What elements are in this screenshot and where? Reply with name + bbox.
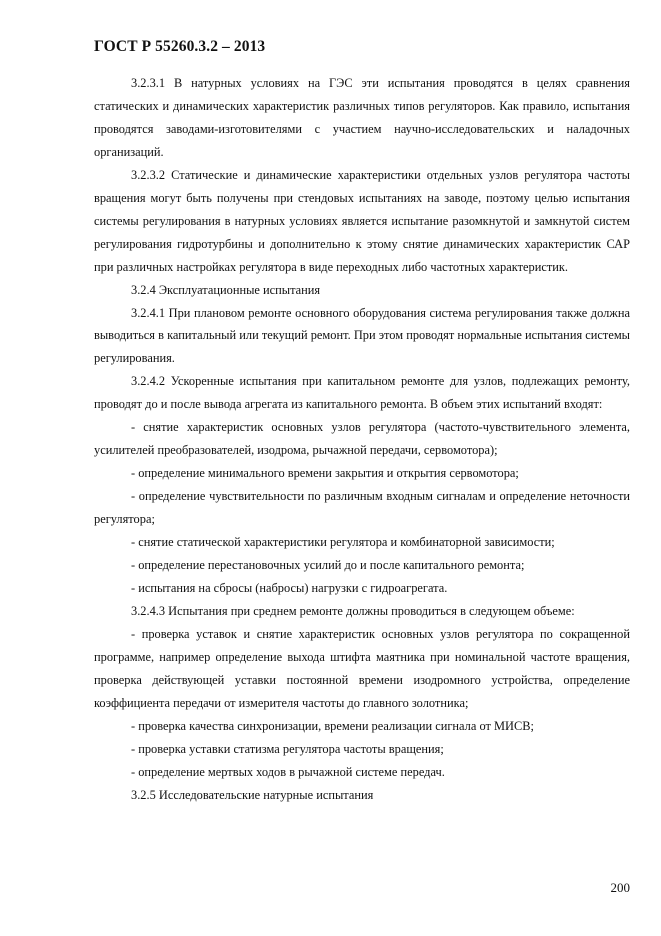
paragraph-3-2-4-3: 3.2.4.3 Испытания при среднем ремонте должны проводиться в следующем объеме: bbox=[131, 603, 575, 618]
standard-header: ГОСТ Р 55260.3.2 – 2013 bbox=[94, 38, 266, 55]
section-heading-3-2-4: 3.2.4 Эксплуатационные испытания bbox=[131, 282, 321, 297]
list-item: - определение минимального времени закрытия и открытия сервомотора; bbox=[131, 466, 519, 481]
list-item: - определение перестановочных усилий до и после капитального ремонта; bbox=[131, 558, 525, 573]
section-heading-3-2-5: 3.2.5 Исследовательские натурные испытания bbox=[131, 787, 374, 802]
document-body bbox=[94, 72, 630, 807]
paragraph-3-2-3-2: 3.2.3.2 Статические и динамические характеристики отдельных узлов регулятора частоты вращения могут быть получены при стендовых испытаниях на заводе, поэтому целью испытания системы регулирования в натурных условиях является испытание разомкнутой и замкнутой систем регулирования гидротурбины и дополнительно к этому снятие динамических характеристик САР при различных настройках регулятора в виде переходных либо частотных характеристик. bbox=[94, 167, 630, 274]
paragraph-3-2-4-1: 3.2.4.1 При плановом ремонте основного оборудования система регулирования также должна выводиться в капитальный или текущий ремонт. При этом проводят нормальные испытания системы регулирования. bbox=[94, 305, 630, 366]
list-item: - снятие статической характеристики регулятора и комбинаторной зависимости; bbox=[131, 535, 555, 550]
list-item: - испытания на сбросы (набросы) нагрузки с гидроагрегата. bbox=[131, 580, 448, 595]
paragraph-3-2-3-1: 3.2.3.1 В натурных условиях на ГЭС эти испытания проводятся в целях сравнения статических и динамических характеристик различных типов регуляторов. Как правило, испытания проводятся заводами-изготовителями с участием научно-исследовательских и наладочных организаций. bbox=[94, 76, 630, 159]
list-item: - определение чувствительности по различным входным сигналам и определение неточности регулятора; bbox=[94, 489, 630, 527]
list-item: - проверка уставок и снятие характеристик основных узлов регулятора по сокращенной программе, например определение выхода штифта маятника при номинальной частоте вращения, проверка действующей уставки постоянной времени изодромного устройства, определение коэффициента передачи от измерителя частоты до главного золотника; bbox=[94, 626, 630, 710]
page-number: 200 bbox=[610, 880, 630, 895]
list-item: - проверка качества синхронизации, времени реализации сигнала от МИСВ; bbox=[131, 718, 534, 733]
list-item: - снятие характеристик основных узлов регулятора (частото-чувствительного элемента, усилителей преобразователей, изодрома, рычажной передачи, сервомотора); bbox=[94, 420, 630, 458]
paragraph-3-2-4-2: 3.2.4.2 Ускоренные испытания при капитальном ремонте для узлов, подлежащих ремонту, проводят до и после вывода агрегата из капитального ремонта. В объем этих испытаний входят: bbox=[94, 374, 630, 412]
list-item: - определение мертвых ходов в рычажной системе передач. bbox=[131, 764, 445, 779]
list-item: - проверка уставки статизма регулятора частоты вращения; bbox=[131, 741, 444, 756]
